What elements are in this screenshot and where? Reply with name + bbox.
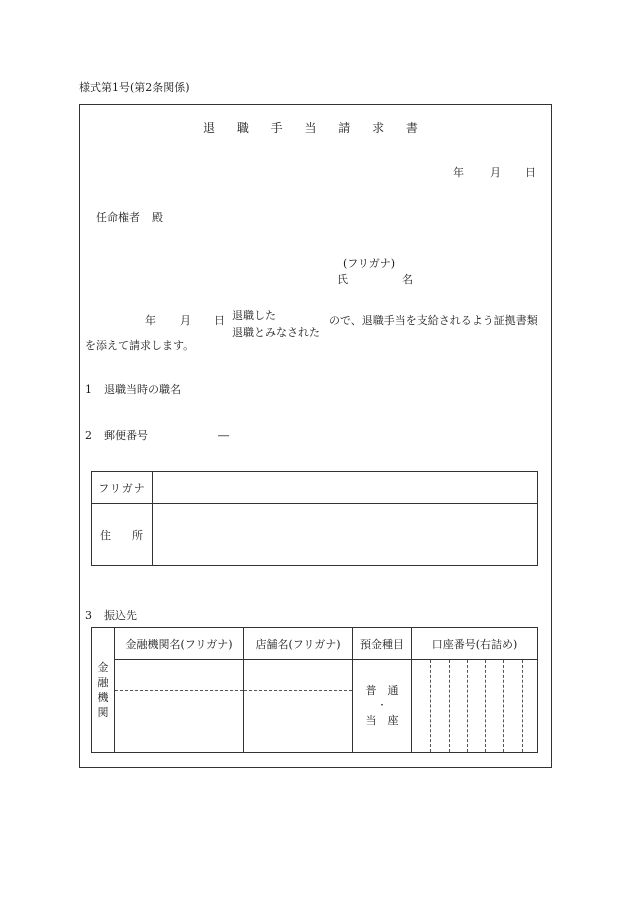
bank-name-field[interactable]	[115, 660, 244, 753]
section-1-number: 1	[85, 383, 92, 396]
addressee-honorific: 殿	[152, 211, 163, 224]
deposit-current: 当 座	[365, 714, 399, 727]
retirement-options	[232, 307, 332, 341]
address-label	[92, 504, 153, 566]
financial-institution-label	[92, 628, 115, 753]
postal-separator: ―	[218, 429, 229, 442]
date-month-label: 月	[490, 166, 501, 179]
digit-divider	[503, 660, 504, 752]
deposit-type-field[interactable]	[353, 660, 412, 753]
vlabel-char: 金	[97, 661, 109, 674]
bank-name-header: 金融機関名(フリガナ)	[115, 628, 244, 660]
request-sentence-end: を添えて請求します。	[85, 339, 195, 352]
addressee-label: 任命権者	[96, 211, 140, 224]
digit-divider	[449, 660, 450, 752]
bank-table	[91, 627, 538, 753]
vlabel-char: 関	[97, 706, 109, 719]
address-label-part-1: 住	[100, 528, 112, 542]
furigana-divider	[244, 690, 352, 691]
option-deemed-retired: 退職とみなされた	[232, 326, 320, 339]
digit-divider	[430, 660, 431, 752]
section-1-title: 退職当時の職名	[104, 383, 181, 396]
branch-name-field[interactable]	[244, 660, 353, 753]
section-3-number: 3	[85, 609, 92, 622]
vlabel-char: 融	[97, 676, 109, 689]
digit-divider	[522, 660, 523, 752]
deposit-type-header: 預金種目	[353, 628, 412, 660]
account-number-field[interactable]	[412, 660, 538, 753]
form-title: 退 職 手 当 請 求 書	[203, 121, 427, 135]
section-2-title: 郵便番号	[104, 429, 148, 442]
address-label-part-2: 所	[132, 528, 144, 542]
digit-divider	[467, 660, 468, 752]
address-field[interactable]	[153, 504, 538, 566]
digit-divider	[485, 660, 486, 752]
request-year-label: 年	[145, 314, 156, 327]
request-month-label: 月	[180, 314, 191, 327]
deposit-separator: ・	[377, 701, 387, 711]
request-sentence: ので、退職手当を支給されるよう証拠書類	[329, 314, 538, 327]
deposit-ordinary: 普 通	[365, 684, 399, 697]
applicant-furigana-label: (フリガナ)	[343, 257, 396, 270]
form-code: 様式第1号(第2条関係)	[79, 81, 190, 94]
account-number-header: 口座番号(右詰め)	[412, 628, 538, 660]
section-3-title: 振込先	[104, 609, 137, 622]
date-year-label: 年	[453, 166, 464, 179]
furigana-label: フリガナ	[92, 472, 153, 504]
furigana-divider	[115, 690, 243, 691]
branch-name-header: 店舗名(フリガナ)	[244, 628, 353, 660]
option-retired: 退職した	[232, 309, 276, 322]
furigana-field[interactable]	[153, 472, 538, 504]
request-day-label: 日	[214, 314, 225, 327]
vlabel-char: 機	[97, 691, 109, 704]
address-table	[91, 471, 538, 566]
date-day-label: 日	[525, 166, 536, 179]
section-2-number: 2	[85, 429, 92, 442]
applicant-name-label: 氏 名	[337, 273, 415, 286]
